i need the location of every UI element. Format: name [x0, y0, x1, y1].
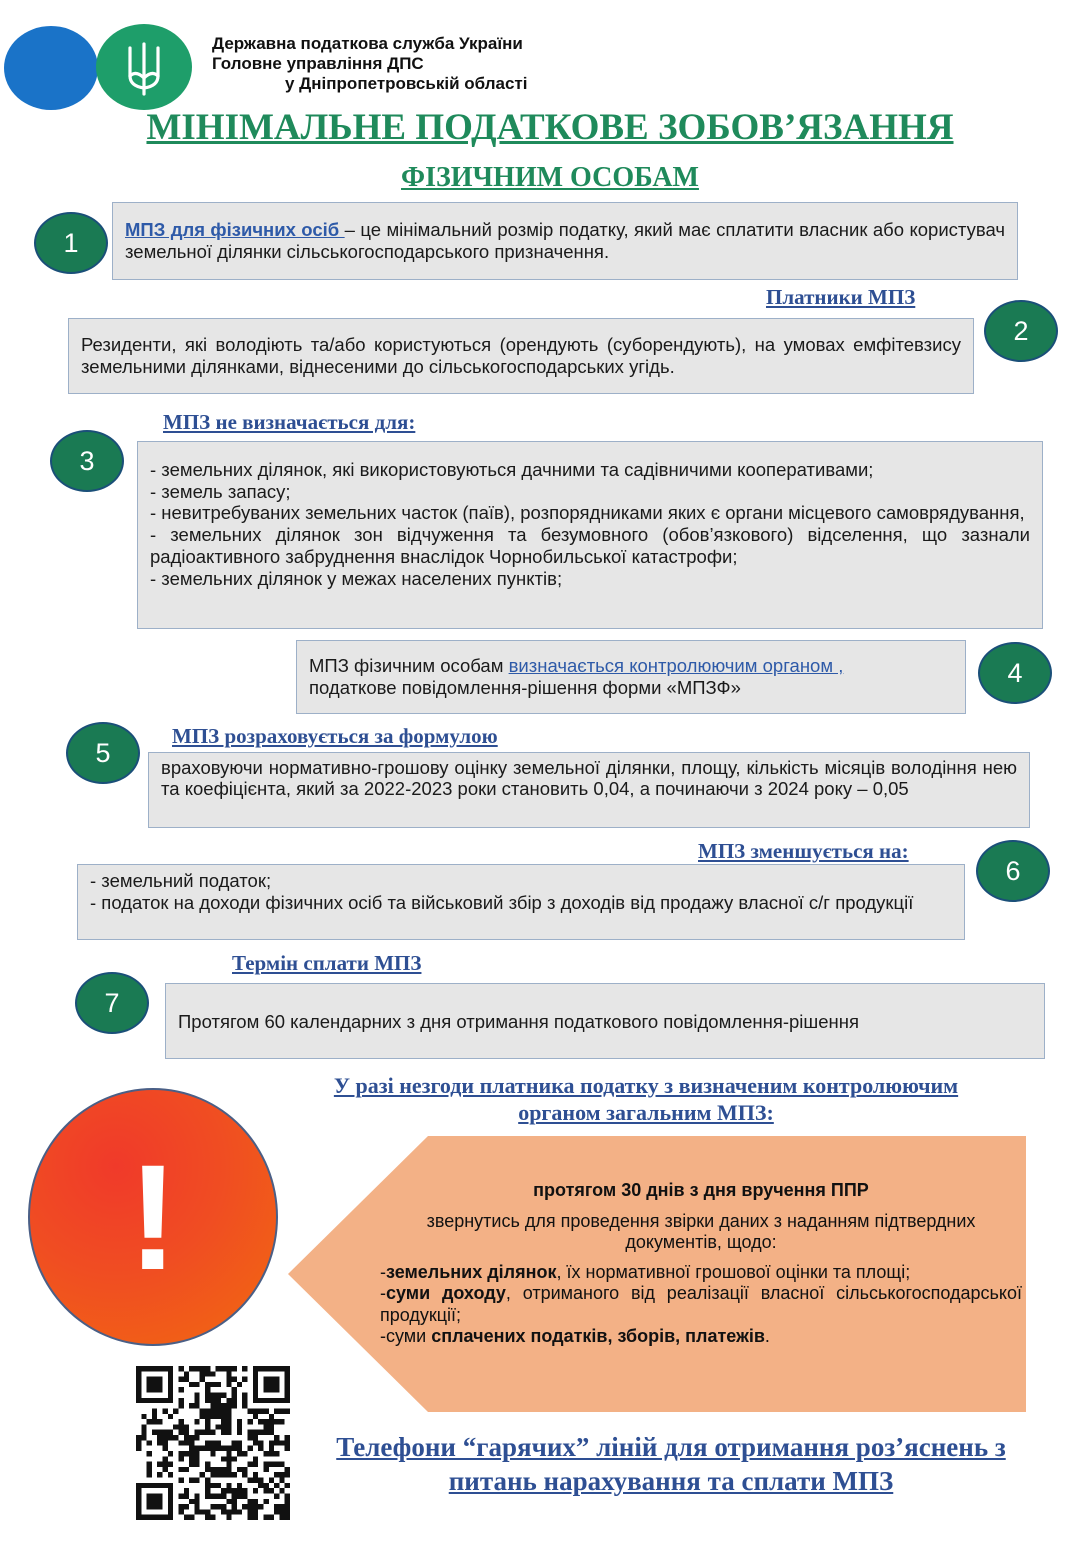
hotline-line-2: питань нарахування та сплати МПЗ: [448, 1466, 894, 1496]
section-7-heading: Термін сплати МПЗ: [232, 951, 422, 975]
logo-blue-circle: [4, 26, 98, 110]
exclusion-item: - земельних ділянок, які використовуються дачними та садівничими кооперативами;: [150, 459, 874, 480]
section-3-heading: МПЗ не визначається для:: [163, 410, 416, 434]
section-7-number: 7: [75, 972, 149, 1034]
disagreement-heading-line-2: органом загальним МПЗ:: [518, 1100, 774, 1125]
section-7-box: [165, 983, 1045, 1059]
arrow-callout-text: [380, 1180, 1022, 1348]
section-3-number: 3: [50, 430, 124, 492]
hotline-line-1: Телефони “гарячих” ліній для отримання роз’яснень з: [336, 1432, 1006, 1462]
section-2-heading: Платники МПЗ: [766, 285, 916, 309]
section-5-number: 5: [66, 722, 140, 784]
org-line-2: Головне управління ДПС: [212, 54, 424, 73]
controlling-authority-link[interactable]: визначається контролюючим органом ,: [508, 655, 844, 676]
exclusion-item: - земельних ділянок зон відчуження та безумовного (обов’язкового) відселення, що зазнали радіоактивного забруднення внаслідок Чорнобильської катастрофи;: [150, 524, 1030, 567]
deadline-text: протягом 30 днів з дня вручення ППР: [533, 1180, 869, 1200]
exclusion-item: - невитребуваних земельних часток (паїв), розпорядниками яких є органи місцевого самоврядування,: [150, 502, 1025, 524]
section-1-box: [112, 202, 1018, 280]
section-4-box: [296, 640, 966, 714]
org-line-3: у Дніпропетровській області: [285, 74, 528, 93]
section-2-box: [68, 318, 974, 394]
disagreement-heading: [300, 1072, 992, 1126]
section-6-box: [77, 864, 965, 940]
reduction-item: - податок на доходи фізичних осіб та військовий збір з доходів від продажу власної с/г продукції: [90, 891, 914, 913]
warning-circle: [28, 1088, 278, 1346]
org-line-1: Державна податкова служба України: [212, 34, 523, 53]
page-subtitle: ФІЗИЧНИМ ОСОБАМ: [401, 162, 699, 193]
section-5-text: враховуючи нормативно-грошову оцінку земельної ділянки, площу, кількість місяців володіння нею та коефіцієнта, який за 2022-2023 роки становить 0,04, а починаючи з 2024 року – 0,05: [161, 757, 1017, 799]
section-2-number: 2: [984, 300, 1058, 362]
appeal-item: -суми доходу, отриманого від реалізації власної сільськогосподарської продукції;: [380, 1283, 1022, 1325]
section-6-heading: МПЗ зменшується на:: [698, 839, 909, 863]
disagreement-heading-line-1: У разі незгоди платника податку з визначеним контролюючим: [333, 1073, 959, 1098]
section-4-text-b: податкове повідомлення-рішення форми «МПЗФ»: [309, 677, 741, 698]
section-4-text-a: МПЗ фізичним особам: [309, 655, 509, 676]
appeal-item: -земельних ділянок, їх нормативної грошової оцінки та площі;: [380, 1261, 911, 1282]
qr-code[interactable]: [136, 1366, 290, 1520]
mpz-definition-link[interactable]: МПЗ для фізичних осіб: [125, 219, 345, 240]
section-2-text: Резиденти, які володіють та/або користуються (орендують (суборендують), на умовах емфітевзису земельними ділянками, віднесеними до сільськогосподарських угідь.: [81, 334, 961, 377]
appeal-item: -суми сплачених податків, зборів, платежів.: [380, 1326, 770, 1346]
reduction-item: - земельний податок;: [90, 870, 272, 891]
trident-logo: [96, 24, 192, 110]
section-4-number: 4: [978, 642, 1052, 704]
trident-icon: [96, 24, 192, 110]
section-5-heading: МПЗ розраховується за формулою: [172, 724, 498, 748]
section-1-number: 1: [34, 212, 108, 274]
appeal-intro: звернутись для проведення звірки даних з наданням підтвердних документів, щодо:: [426, 1210, 976, 1252]
exclusion-item: - земельних ділянок у межах населених пунктів;: [150, 567, 563, 589]
exclusion-item: - земель запасу;: [150, 480, 291, 502]
organization-name: [212, 34, 527, 94]
section-3-box: [137, 441, 1043, 629]
page-title: МІНІМАЛЬНЕ ПОДАТКОВЕ ЗОБОВ’ЯЗАННЯ: [146, 107, 954, 148]
section-6-number: 6: [976, 840, 1050, 902]
section-7-text: Протягом 60 календарних з дня отримання податкового повідомлення-рішення: [178, 1011, 859, 1032]
section-1-text: – це мінімальний розмір податку, який має сплатити власник або користувач земельної ділянки сільськогосподарського призначення.: [125, 219, 1005, 262]
hotline-heading[interactable]: [316, 1430, 1026, 1498]
section-5-box: [148, 752, 1030, 828]
exclamation-icon: !: [128, 1132, 178, 1301]
